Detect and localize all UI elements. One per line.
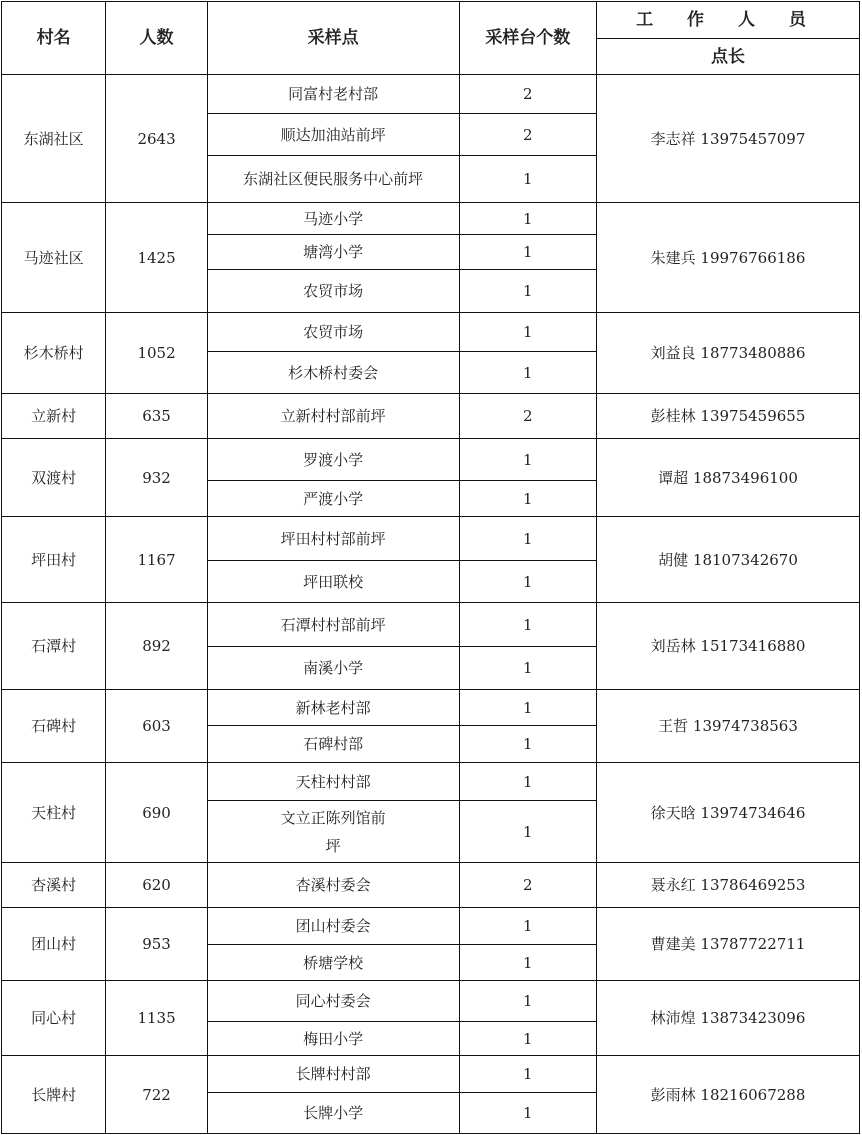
sampling-site-cell: 长牌村村部 [207, 1056, 459, 1093]
sampling-site-cell: 同心村委会 [207, 981, 459, 1022]
leader-cell: 谭超 18873496100 [597, 439, 860, 517]
leader-cell: 林沛煌 13873423096 [597, 981, 860, 1056]
sampling-site-cell: 坪田村村部前坪 [207, 517, 459, 561]
sampling-site-cell: 杉木桥村委会 [207, 352, 459, 394]
population-cell: 892 [106, 603, 207, 690]
leader-cell: 李志祥 13975457097 [597, 75, 860, 203]
sampling-site-cell: 石碑村部 [207, 726, 459, 763]
header-population: 人数 [106, 2, 207, 75]
population-cell: 635 [106, 394, 207, 439]
sampling-count-cell: 1 [459, 690, 596, 726]
table-row [2, 981, 860, 1022]
header-site: 采样点 [207, 2, 459, 75]
sampling-count-cell: 1 [459, 352, 596, 394]
village-name-cell: 石碑村 [2, 690, 106, 763]
sampling-site-cell: 马迹小学 [207, 203, 459, 235]
sampling-site-cell: 严渡小学 [207, 481, 459, 517]
sampling-count-cell: 1 [459, 313, 596, 352]
population-cell: 603 [106, 690, 207, 763]
sampling-site-cell: 东湖社区便民服务中心前坪 [207, 156, 459, 203]
header-staff: 工 作 人 员 [597, 2, 860, 39]
sampling-site-cell: 石潭村村部前坪 [207, 603, 459, 647]
sampling-table [1, 1, 860, 1134]
sampling-count-cell: 1 [459, 235, 596, 270]
leader-cell: 聂永红 13786469253 [597, 863, 860, 908]
population-cell: 722 [106, 1056, 207, 1134]
sampling-count-cell: 1 [459, 156, 596, 203]
sampling-count-cell: 2 [459, 75, 596, 114]
population-cell: 620 [106, 863, 207, 908]
population-cell: 1167 [106, 517, 207, 603]
table-row [2, 313, 860, 352]
sampling-count-cell: 1 [459, 517, 596, 561]
village-name-cell: 长牌村 [2, 1056, 106, 1134]
population-cell: 1135 [106, 981, 207, 1056]
sampling-site-cell: 团山村委会 [207, 908, 459, 945]
table-row [2, 203, 860, 235]
sampling-count-cell: 1 [459, 726, 596, 763]
sampling-site-cell: 桥塘学校 [207, 945, 459, 981]
village-name-cell: 石潭村 [2, 603, 106, 690]
population-cell: 1425 [106, 203, 207, 313]
leader-cell: 刘益良 18773480886 [597, 313, 860, 394]
leader-cell: 刘岳林 15173416880 [597, 603, 860, 690]
sampling-count-cell: 1 [459, 945, 596, 981]
sampling-count-cell: 1 [459, 763, 596, 801]
sampling-site-cell: 天柱村村部 [207, 763, 459, 801]
sampling-count-cell: 2 [459, 394, 596, 439]
population-cell: 932 [106, 439, 207, 517]
village-name-cell: 马迹社区 [2, 203, 106, 313]
village-name-cell: 团山村 [2, 908, 106, 981]
sampling-count-cell: 1 [459, 981, 596, 1022]
sampling-site-cell: 顺达加油站前坪 [207, 114, 459, 156]
sampling-site-cell: 文立正陈列馆前坪 [207, 801, 459, 863]
table-row [2, 908, 860, 945]
village-name-cell: 天柱村 [2, 763, 106, 863]
header-leader: 点长 [597, 39, 860, 75]
table-row [2, 690, 860, 726]
table-row [2, 75, 860, 114]
sampling-site-cell: 农贸市场 [207, 270, 459, 313]
header-village: 村名 [2, 2, 106, 75]
leader-cell: 彭桂林 13975459655 [597, 394, 860, 439]
sampling-count-cell: 1 [459, 1022, 596, 1056]
sampling-site-cell: 杏溪村委会 [207, 863, 459, 908]
village-name-cell: 同心村 [2, 981, 106, 1056]
leader-cell: 徐天晗 13974734646 [597, 763, 860, 863]
sampling-site-cell: 塘湾小学 [207, 235, 459, 270]
table-row [2, 394, 860, 439]
sampling-count-cell: 1 [459, 603, 596, 647]
sampling-site-cell: 立新村村部前坪 [207, 394, 459, 439]
leader-cell: 彭雨林 18216067288 [597, 1056, 860, 1134]
sampling-count-cell: 1 [459, 1093, 596, 1134]
sampling-site-cell: 长牌小学 [207, 1093, 459, 1134]
sampling-count-cell: 1 [459, 481, 596, 517]
village-name-cell: 东湖社区 [2, 75, 106, 203]
sampling-count-cell: 2 [459, 863, 596, 908]
sampling-count-cell: 1 [459, 203, 596, 235]
village-name-cell: 杉木桥村 [2, 313, 106, 394]
leader-cell: 王哲 13974738563 [597, 690, 860, 763]
sampling-site-cell: 新林老村部 [207, 690, 459, 726]
header-count: 采样台个数 [459, 2, 596, 75]
table-row [2, 517, 860, 561]
population-cell: 953 [106, 908, 207, 981]
village-name-cell: 立新村 [2, 394, 106, 439]
sampling-site-cell: 南溪小学 [207, 647, 459, 690]
village-name-cell: 双渡村 [2, 439, 106, 517]
leader-cell: 胡健 18107342670 [597, 517, 860, 603]
sampling-count-cell: 1 [459, 270, 596, 313]
table-header [2, 2, 860, 75]
table-row [2, 863, 860, 908]
table-row [2, 603, 860, 647]
table-row [2, 439, 860, 481]
population-cell: 2643 [106, 75, 207, 203]
population-cell: 1052 [106, 313, 207, 394]
sampling-count-cell: 1 [459, 801, 596, 863]
leader-cell: 朱建兵 19976766186 [597, 203, 860, 313]
sampling-count-cell: 1 [459, 647, 596, 690]
sampling-count-cell: 1 [459, 439, 596, 481]
table-row [2, 763, 860, 801]
leader-cell: 曹建美 13787722711 [597, 908, 860, 981]
sampling-site-cell: 同富村老村部 [207, 75, 459, 114]
table-row [2, 1056, 860, 1093]
sampling-count-cell: 1 [459, 561, 596, 603]
sampling-site-cell: 农贸市场 [207, 313, 459, 352]
village-name-cell: 杏溪村 [2, 863, 106, 908]
sampling-site-cell: 坪田联校 [207, 561, 459, 603]
sampling-count-cell: 2 [459, 114, 596, 156]
population-cell: 690 [106, 763, 207, 863]
sampling-count-cell: 1 [459, 1056, 596, 1093]
table-body [2, 75, 860, 1134]
sampling-count-cell: 1 [459, 908, 596, 945]
sampling-site-cell: 梅田小学 [207, 1022, 459, 1056]
village-name-cell: 坪田村 [2, 517, 106, 603]
sampling-site-cell: 罗渡小学 [207, 439, 459, 481]
